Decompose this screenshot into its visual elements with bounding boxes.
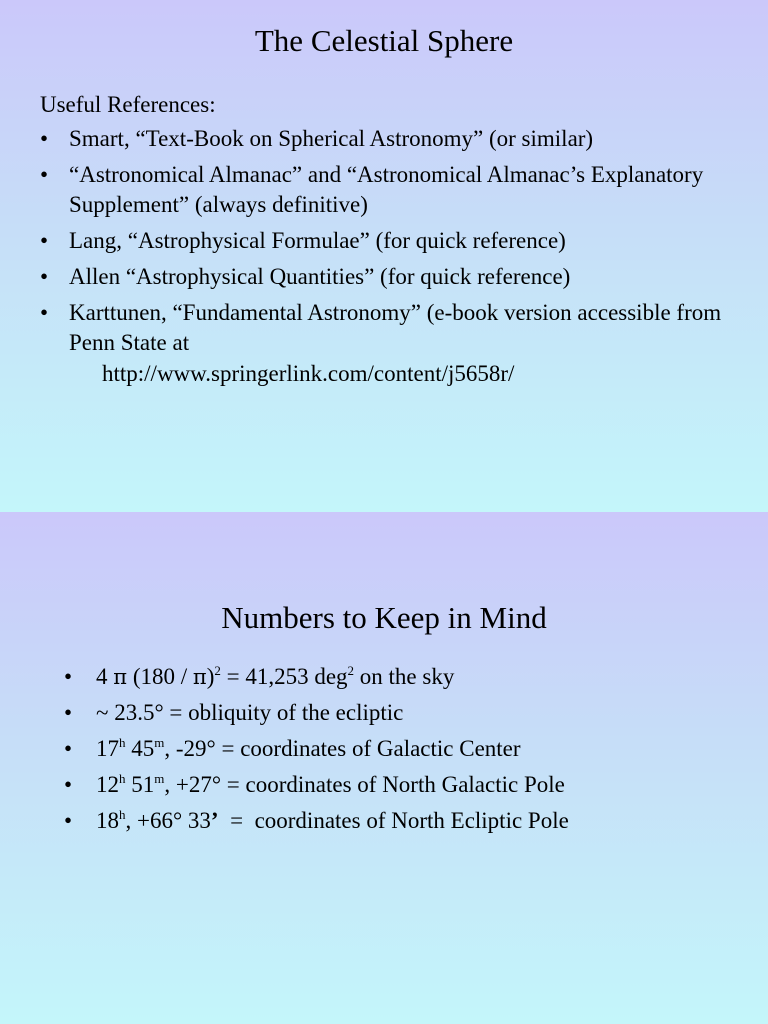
pi-symbol: π <box>113 665 128 689</box>
text-segment: 17 <box>96 736 119 761</box>
slide-numbers-to-keep-in-mind <box>0 512 768 1024</box>
text-segment: , +27° = coordinates of North Galactic Pole <box>164 772 565 797</box>
superscript: h <box>119 735 126 750</box>
reference-text: Allen “Astrophysical Quantities” (for quick reference) <box>69 264 571 289</box>
bullet-icon: • <box>40 264 49 289</box>
number-text <box>96 664 454 689</box>
number-text <box>96 736 521 761</box>
reference-item <box>40 226 740 256</box>
numbers-list <box>64 662 744 842</box>
text-segment: 18 <box>96 808 119 833</box>
bullet-icon: • <box>40 300 49 325</box>
text-segment: = 41,253 deg <box>220 664 348 689</box>
number-text: ~ 23.5° = obliquity of the ecliptic <box>96 700 404 725</box>
text-segment: ) <box>206 664 215 689</box>
text-segment: 4 <box>96 664 114 689</box>
number-text <box>96 808 569 833</box>
number-item <box>64 698 744 728</box>
text-segment: (180 / <box>127 664 193 689</box>
bullet-icon: • <box>40 126 49 151</box>
slide-title: Numbers to Keep in Mind <box>221 600 547 635</box>
superscript: m <box>154 771 165 786</box>
reference-text: Karttunen, “Fundamental Astronomy” (e-book version accessible from Penn State at <box>69 300 722 355</box>
text-segment: , +66° 33 <box>125 808 211 833</box>
references-heading: Useful References: <box>40 92 216 117</box>
text-segment: 45 <box>125 736 155 761</box>
text-segment: 12 <box>96 772 119 797</box>
number-item <box>64 770 744 800</box>
reference-text: “Astronomical Almanac” and “Astronomical Almanac’s Explanatory Supplement” (always definitive) <box>69 162 704 217</box>
reference-text: Lang, “Astrophysical Formulae” (for quick reference) <box>69 228 566 253</box>
bullet-icon: • <box>64 700 73 725</box>
pi-symbol: π <box>192 665 207 689</box>
bullet-icon: • <box>40 228 49 253</box>
bullet-icon: • <box>64 808 73 833</box>
bullet-icon: • <box>64 664 73 689</box>
superscript: h <box>119 771 126 786</box>
reference-item <box>40 262 740 292</box>
superscript: 2 <box>347 663 355 678</box>
number-item <box>64 806 744 836</box>
text-segment: = coordinates of North Ecliptic Pole <box>218 808 569 833</box>
superscript: m <box>154 735 165 750</box>
number-item <box>64 734 744 764</box>
text-segment: 51 <box>125 772 155 797</box>
references-list <box>40 124 740 395</box>
number-text <box>96 772 565 797</box>
reference-item <box>40 160 740 220</box>
text-segment: , -29° = coordinates of Galactic Center <box>164 736 521 761</box>
number-item <box>64 662 744 692</box>
superscript: h <box>119 807 126 822</box>
reference-text: Smart, “Text-Book on Spherical Astronomy” (or similar) <box>69 126 594 151</box>
arcminute-symbol: ’ <box>210 808 219 833</box>
text-segment: on the sky <box>354 664 455 689</box>
reference-item <box>40 298 740 389</box>
superscript: 2 <box>214 663 221 678</box>
reference-item <box>40 124 740 154</box>
bullet-icon: • <box>40 162 49 187</box>
springerlink-url[interactable]: http://www.springerlink.com/content/j5658r/ <box>102 361 515 386</box>
bullet-icon: • <box>64 772 73 797</box>
bullet-icon: • <box>64 736 73 761</box>
slide-title: The Celestial Sphere <box>254 23 514 58</box>
